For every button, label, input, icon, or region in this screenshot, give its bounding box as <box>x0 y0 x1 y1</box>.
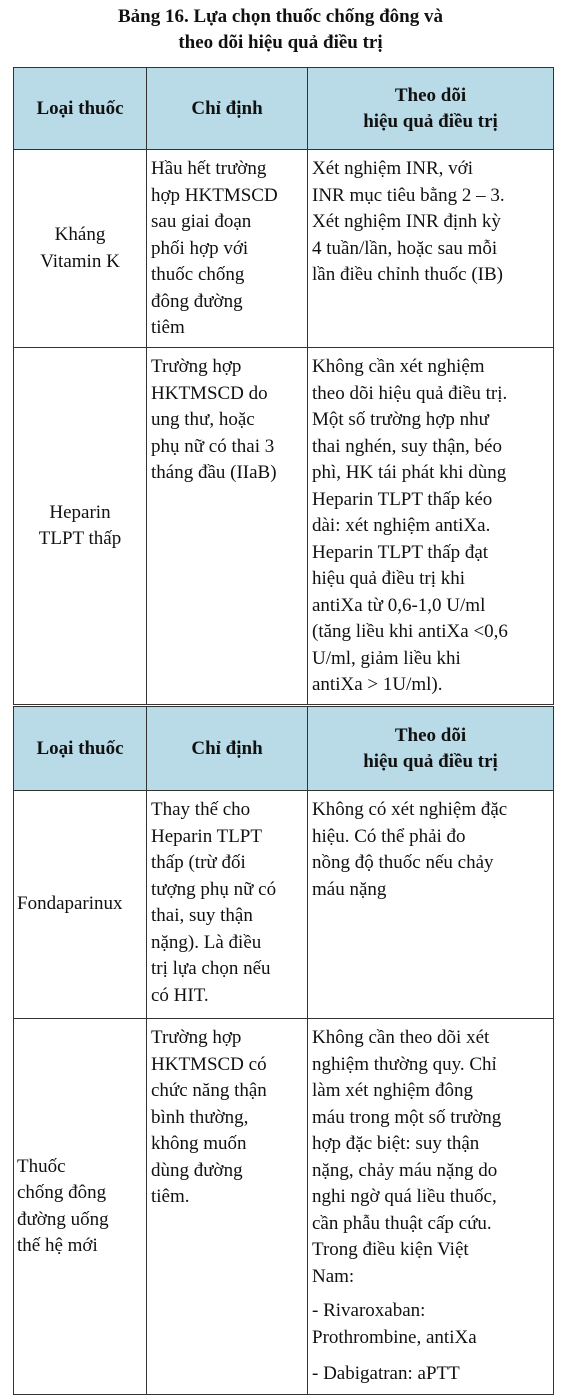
table-caption <box>0 4 561 56</box>
drug-line: Thuốc <box>17 1155 66 1177</box>
indication-cell <box>147 1019 308 1395</box>
table-row <box>14 791 554 1019</box>
monitoring-line: nghi ngờ quá liều thuốc, <box>312 1186 497 1207</box>
header-drug-type: Loại thuốc <box>14 68 147 150</box>
monitoring-line: Prothrombine, antiXa <box>312 1326 477 1348</box>
indication-line: hợp HKTMSCD <box>151 184 278 206</box>
monitoring-line: theo dõi hiệu quả điều trị. <box>312 382 508 404</box>
header-monitoring <box>308 707 554 791</box>
drug-cell <box>14 348 147 705</box>
monitoring-line: U/ml, giảm liều khi <box>312 647 461 669</box>
monitoring-cell <box>308 791 554 1019</box>
indication-line: HKTMSCD có <box>151 1053 267 1075</box>
header-monitoring-line-2: hiệu quả điều trị <box>363 750 498 772</box>
monitoring-line: Không cần theo dõi xét <box>312 1027 490 1048</box>
monitoring-line: Heparin TLPT thấp đạt <box>312 541 489 563</box>
indication-line: tiêm <box>151 317 185 338</box>
monitoring-line: Xét nghiệm INR định kỳ <box>312 211 501 232</box>
drug-cell <box>14 791 147 1019</box>
monitoring-line: nghiệm thường quy. Chỉ <box>312 1053 497 1075</box>
indication-line: chức năng thận <box>151 1080 267 1101</box>
indication-line: tượng phụ nữ có <box>151 878 277 900</box>
anticoagulant-table-part-2 <box>13 706 554 1395</box>
header-indication: Chỉ định <box>147 68 308 150</box>
monitoring-line: hợp đặc biệt: suy thận <box>312 1133 480 1154</box>
indication-line: tiêm. <box>151 1186 190 1207</box>
drug-line: Vitamin K <box>40 250 120 272</box>
monitoring-line: nồng độ thuốc nếu chảy <box>312 852 494 873</box>
monitoring-line: antiXa từ 0,6-1,0 U/ml <box>312 594 486 616</box>
monitoring-line: Trong điều kiện Việt <box>312 1239 469 1260</box>
monitoring-line: - Rivaroxaban: <box>312 1300 426 1321</box>
indication-line: Thay thế cho <box>151 799 251 820</box>
table-row <box>14 150 554 348</box>
indication-line: phụ nữ có thai 3 <box>151 435 275 457</box>
table-row <box>14 1019 554 1395</box>
drug-cell <box>14 150 147 348</box>
indication-line: trị lựa chọn nếu <box>151 958 271 979</box>
monitoring-list-item <box>312 1298 551 1351</box>
indication-line: ung thư, hoặc <box>151 409 255 430</box>
drug-line: TLPT thấp <box>38 528 122 549</box>
indication-line: HKTMSCD do <box>151 382 268 404</box>
header-drug-type: Loại thuốc <box>14 707 147 791</box>
header-monitoring-line-2: hiệu quả điều trị <box>363 110 498 132</box>
monitoring-line: Xét nghiệm INR, với <box>312 158 473 179</box>
drug-line: Heparin <box>49 501 111 523</box>
indication-line: Trường hợp <box>151 356 242 377</box>
indication-line: bình thường, <box>151 1106 249 1128</box>
caption-line-2: theo dõi hiệu quả điều trị <box>178 32 383 53</box>
monitoring-line: làm xét nghiệm đông <box>312 1080 473 1101</box>
monitoring-line: cần phẫu thuật cấp cứu. <box>312 1212 492 1234</box>
monitoring-line: máu trong một số trường <box>312 1106 502 1128</box>
anticoagulant-table-part-1 <box>13 67 554 705</box>
indication-line: không muốn <box>151 1133 247 1154</box>
monitoring-line: hiệu quả điều trị khi <box>312 568 466 589</box>
drug-line: thế hệ mới <box>17 1235 98 1256</box>
monitoring-line: INR mục tiêu bằng 2 – 3. <box>312 184 505 206</box>
monitoring-line: Không cần xét nghiệm <box>312 356 485 377</box>
monitoring-line: - Dabigatran: aPTT <box>312 1363 460 1384</box>
monitoring-list-item <box>312 1361 551 1388</box>
monitoring-line: nặng, chảy máu nặng do <box>312 1159 498 1181</box>
indication-line: Trường hợp <box>151 1027 242 1048</box>
monitoring-line: Heparin TLPT thấp kéo <box>312 488 493 510</box>
monitoring-line: Một số trường hợp như <box>312 409 489 430</box>
indication-line: đông đường <box>151 290 243 312</box>
drug-line: Kháng <box>54 224 106 245</box>
table-row <box>14 348 554 705</box>
indication-line: thuốc chống <box>151 264 245 285</box>
indication-line: phối hợp với <box>151 237 249 259</box>
monitoring-line: Không có xét nghiệm đặc <box>312 799 508 820</box>
table-header-row <box>14 707 554 791</box>
monitoring-cell <box>308 150 554 348</box>
indication-line: nặng). Là điều <box>151 931 262 953</box>
indication-cell <box>147 791 308 1019</box>
monitoring-line: (tăng liều khi antiXa <0,6 <box>312 621 508 642</box>
indication-line: Hầu hết trường <box>151 158 267 179</box>
drug-line: Fondaparinux <box>17 893 123 915</box>
monitoring-line: lần điều chỉnh thuốc (IB) <box>312 264 504 285</box>
indication-line: dùng đường <box>151 1159 243 1181</box>
drug-line: chống đông <box>17 1182 107 1203</box>
indication-cell <box>147 348 308 705</box>
caption-line-1: Bảng 16. Lựa chọn thuốc chống đông và <box>118 6 443 27</box>
indication-line: sau giai đoạn <box>151 211 252 232</box>
monitoring-line: 4 tuần/lần, hoặc sau mỗi <box>312 237 498 259</box>
monitoring-line: antiXa > 1U/ml). <box>312 674 443 695</box>
indication-cell <box>147 150 308 348</box>
header-indication: Chỉ định <box>147 707 308 791</box>
monitoring-cell <box>308 1019 554 1395</box>
monitoring-line: Nam: <box>312 1265 355 1287</box>
monitoring-line: máu nặng <box>312 878 387 900</box>
monitoring-line: hiệu. Có thể phải đo <box>312 825 466 847</box>
drug-cell <box>14 1019 147 1395</box>
header-monitoring-line-1: Theo dõi <box>394 724 467 746</box>
drug-line: đường uống <box>17 1208 109 1230</box>
indication-line: có HIT. <box>151 984 209 1006</box>
monitoring-cell <box>308 348 554 705</box>
monitoring-line: phì, HK tái phát khi dùng <box>312 462 507 483</box>
indication-line: Heparin TLPT <box>151 825 262 847</box>
table-header-row <box>14 68 554 150</box>
monitoring-line: thai nghén, suy thận, béo <box>312 435 502 457</box>
header-monitoring <box>308 68 554 150</box>
header-monitoring-line-1: Theo dõi <box>394 84 467 106</box>
indication-line: thấp (trừ đối <box>151 852 246 873</box>
monitoring-line: dài: xét nghiệm antiXa. <box>312 515 491 536</box>
indication-line: thai, suy thận <box>151 905 253 926</box>
indication-line: tháng đầu (IIaB) <box>151 462 277 483</box>
